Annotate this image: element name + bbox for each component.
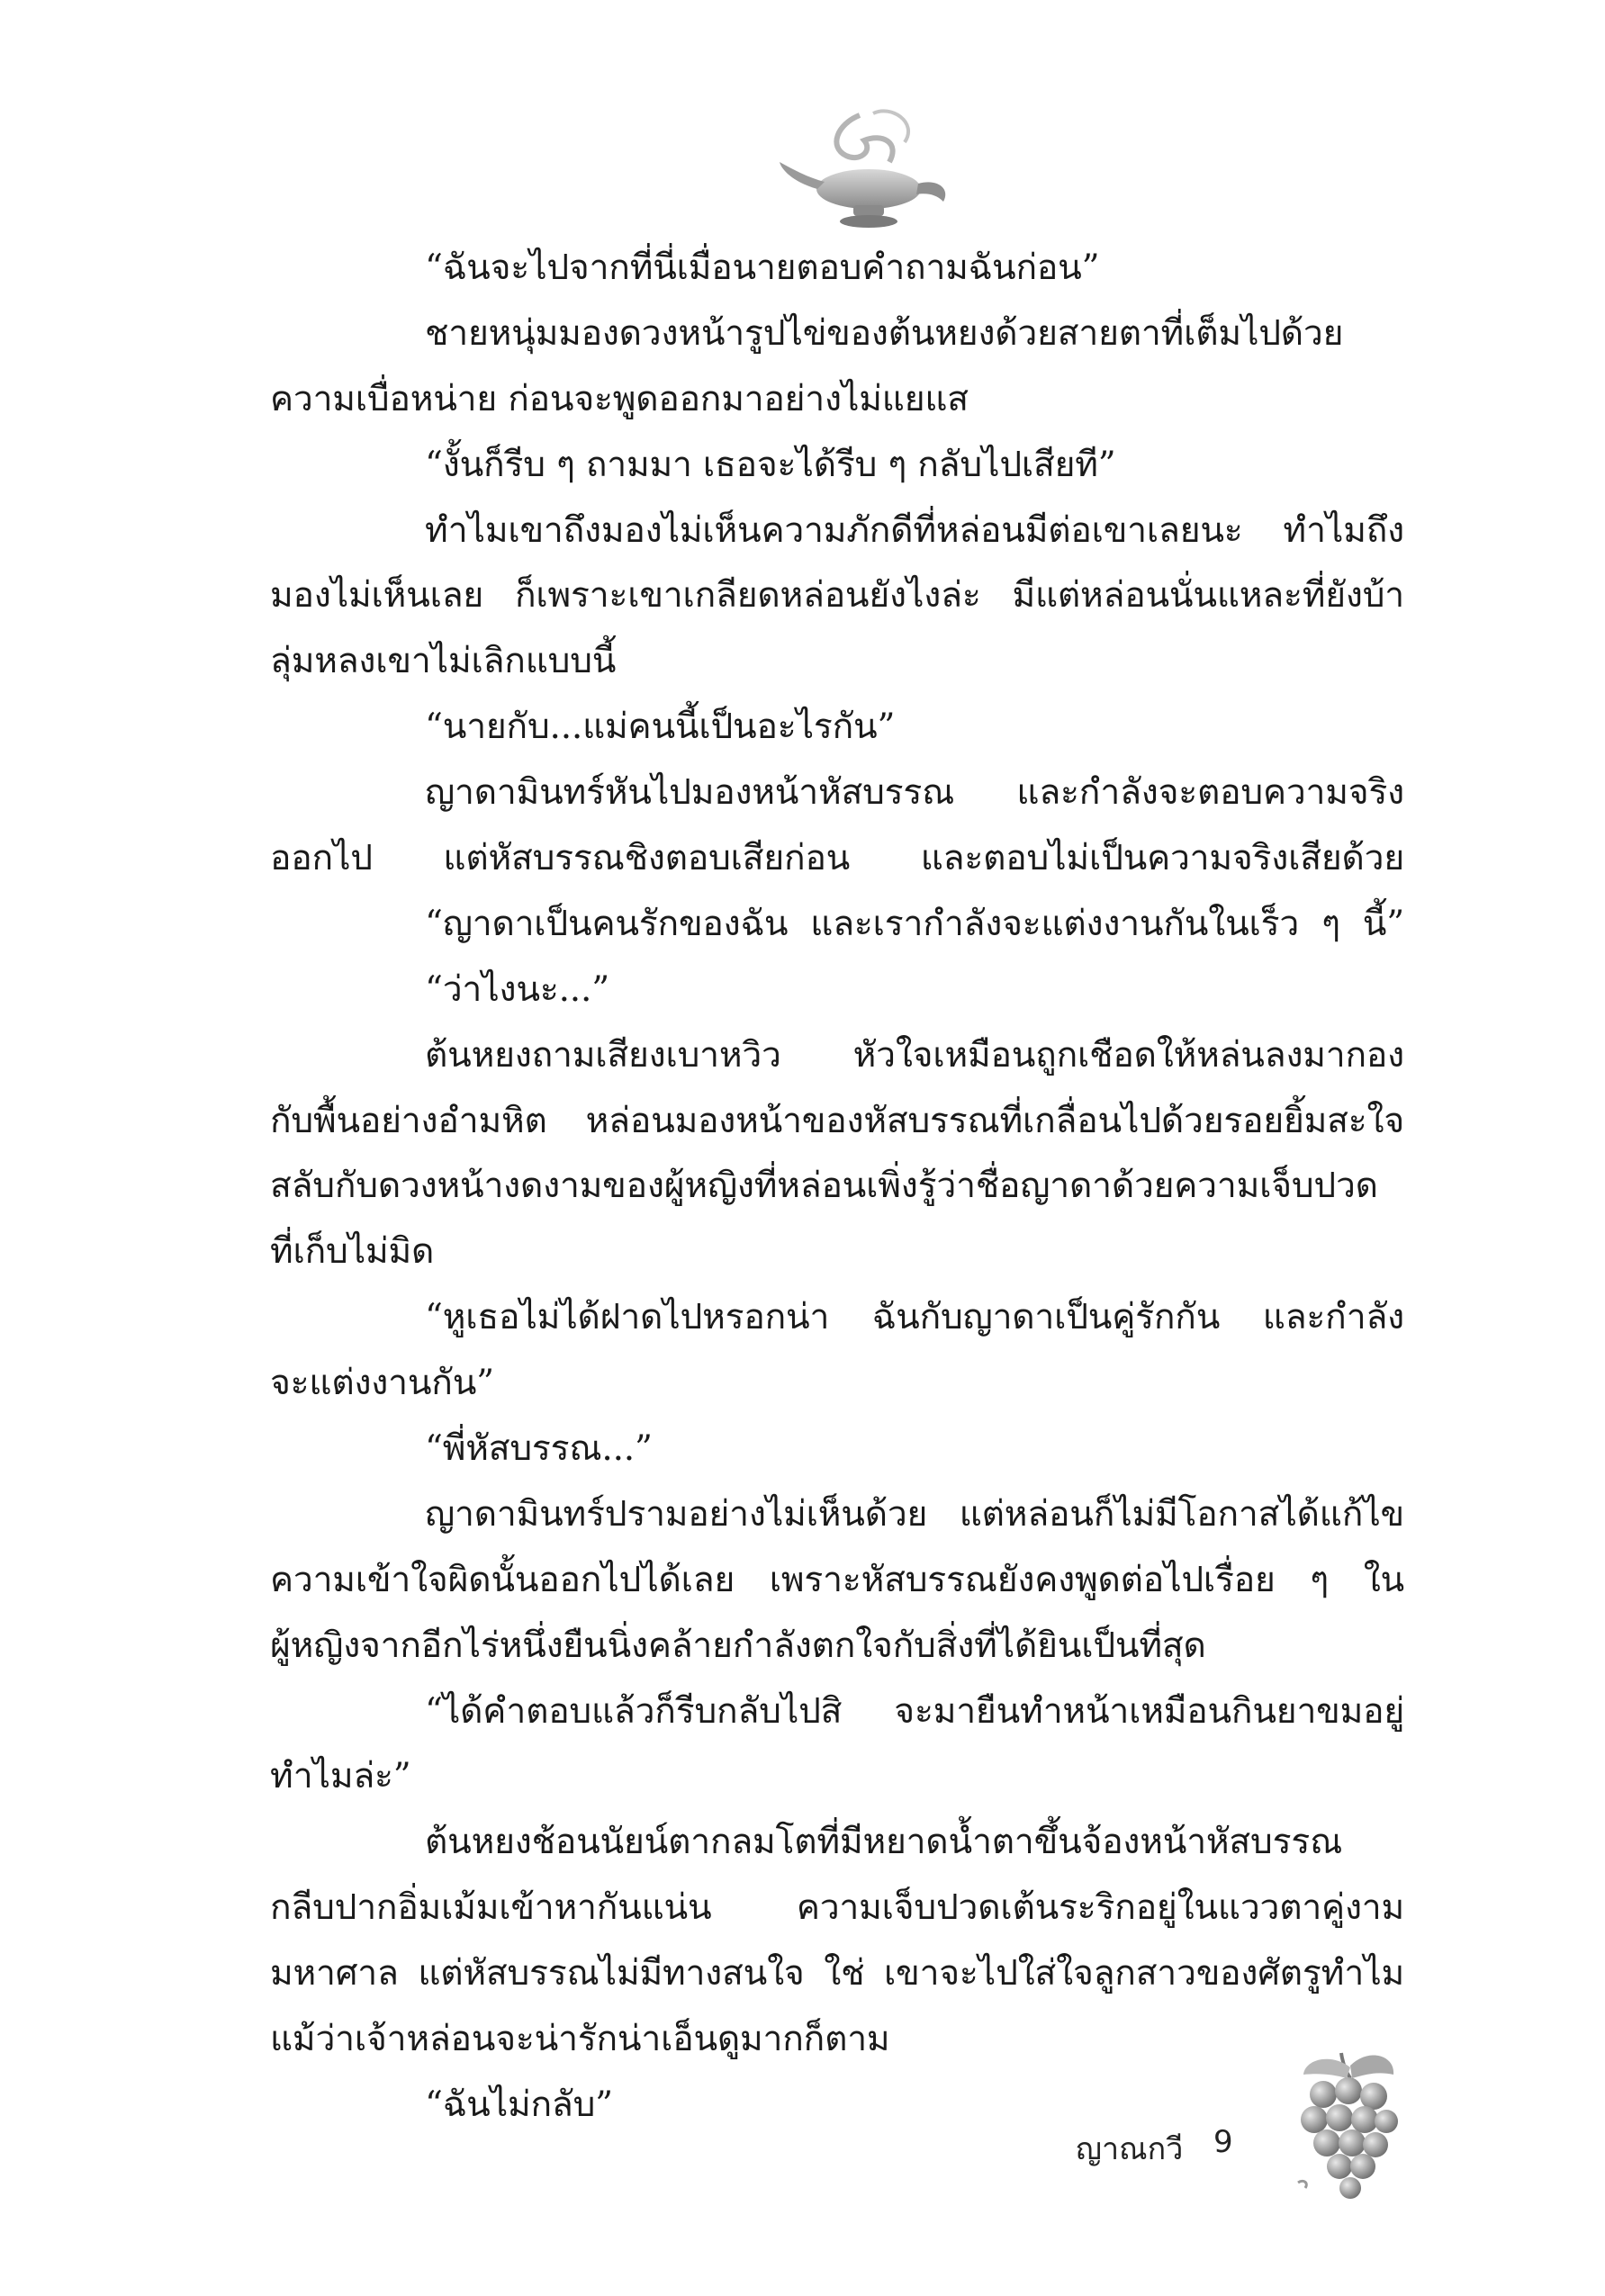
text-line: ทำไมล่ะ” bbox=[270, 1756, 411, 1797]
text-line: ต้นหยงถามเสียงเบาหวิว หัวใจเหมือนถูกเชือดให้หล่นลงมากอง bbox=[425, 1034, 1404, 1076]
text-line: “ฉันไม่กลับ” bbox=[425, 2084, 613, 2125]
text-line: มหาศาล แต่หัสบรรณไม่มีทางสนใจ ใช่ เขาจะไปใส่ใจลูกสาวของศัตรูทำไม bbox=[270, 1953, 1404, 1994]
text-line: แม้ว่าเจ้าหล่อนจะน่ารักน่าเอ็นดูมากก็ตาม bbox=[270, 2019, 890, 2060]
text-line: ออกไป แต่หัสบรรณชิงตอบเสียก่อน และตอบไม่เป็นความจริงเสียด้วย bbox=[270, 838, 1404, 879]
text-line: ผู้หญิงจากอีกไร่หนึ่งยืนนิ่งคล้ายกำลังตกใจกับสิ่งที่ได้ยินเป็นที่สุด bbox=[270, 1625, 1206, 1666]
text-line: มองไม่เห็นเลย ก็เพราะเขาเกลียดหล่อนยังไงล่ะ มีแต่หล่อนนั่นแหละที่ยังบ้า bbox=[270, 575, 1404, 617]
text-line: “หูเธอไม่ได้ฝาดไปหรอกน่า ฉันกับญาดาเป็นคู่รักกัน และกำลัง bbox=[425, 1297, 1404, 1338]
text-line: จะแต่งงานกัน” bbox=[270, 1363, 494, 1404]
text-line: “งั้นก็รีบ ๆ ถามมา เธอจะได้รีบ ๆ กลับไปเสียที” bbox=[425, 444, 1116, 485]
text-line: ที่เก็บไม่มิด bbox=[270, 1231, 435, 1273]
text-line: กับพื้นอย่างอำมหิต หล่อนมองหน้าของหัสบรรณที่เกลื่อนไปด้วยรอยยิ้มสะใจ bbox=[270, 1100, 1404, 1141]
text-line: กลีบปากอิ่มเม้มเข้าหากันแน่น ความเจ็บปวดเต้นระริกอยู่ในแววตาคู่งาม bbox=[270, 1887, 1404, 1929]
text-line: “ได้คำตอบแล้วก็รีบกลับไปสิ จะมายืนทำหน้าเหมือนกินยาขมอยู่ bbox=[425, 1690, 1404, 1732]
text-line: ลุ่มหลงเขาไม่เลิกแบบนี้ bbox=[270, 641, 617, 682]
page-number: 9 bbox=[1213, 2124, 1233, 2160]
magic-lamp-icon bbox=[774, 106, 963, 232]
text-line: ต้นหยงช้อนนัยน์ตากลมโตที่มีหยาดน้ำตาขึ้นจ้องหน้าหัสบรรณ bbox=[425, 1822, 1343, 1863]
running-footer-title: ญาณกวี bbox=[1076, 2131, 1184, 2167]
grapes-icon bbox=[1287, 2048, 1404, 2201]
story-text bbox=[270, 236, 1404, 2138]
text-line: “ว่าไงนะ...” bbox=[425, 968, 609, 1010]
text-line: สลับกับดวงหน้างดงามของผู้หญิงที่หล่อนเพิ่งรู้ว่าชื่อญาดาด้วยความเจ็บปวด bbox=[270, 1166, 1378, 1207]
text-line: ชายหนุ่มมองดวงหน้ารูปไข่ของต้นหยงด้วยสายตาที่เต็มไปด้วย bbox=[425, 312, 1344, 354]
text-line: ญาดามินทร์หันไปมองหน้าหัสบรรณ และกำลังจะตอบความจริง bbox=[425, 772, 1404, 814]
text-line: “ญาดาเป็นคนรักของฉัน และเรากำลังจะแต่งงานกันในเร็ว ๆ นี้” bbox=[425, 903, 1404, 944]
text-line: “ฉันจะไปจากที่นี่เมื่อนายตอบคำถามฉันก่อน” bbox=[425, 248, 1100, 288]
text-line: ญาดามินทร์ปรามอย่างไม่เห็นด้วย แต่หล่อนก็ไม่มีโอกาสได้แก้ไข bbox=[425, 1493, 1404, 1535]
text-line: ความเข้าใจผิดนั้นออกไปได้เลย เพราะหัสบรรณยังคงพูดต่อไปเรื่อย ๆ ใน bbox=[270, 1559, 1404, 1600]
text-line: ทำไมเขาถึงมองไม่เห็นความภักดีที่หล่อนมีต่อเขาเลยนะ ทำไมถึง bbox=[425, 509, 1404, 551]
text-line: “นายกับ...แม่คนนี้เป็นอะไรกัน” bbox=[425, 707, 896, 748]
text-line: “พี่หัสบรรณ...” bbox=[425, 1428, 653, 1470]
text-line: ความเบื่อหน่าย ก่อนจะพูดออกมาอย่างไม่แยแส bbox=[270, 378, 969, 419]
